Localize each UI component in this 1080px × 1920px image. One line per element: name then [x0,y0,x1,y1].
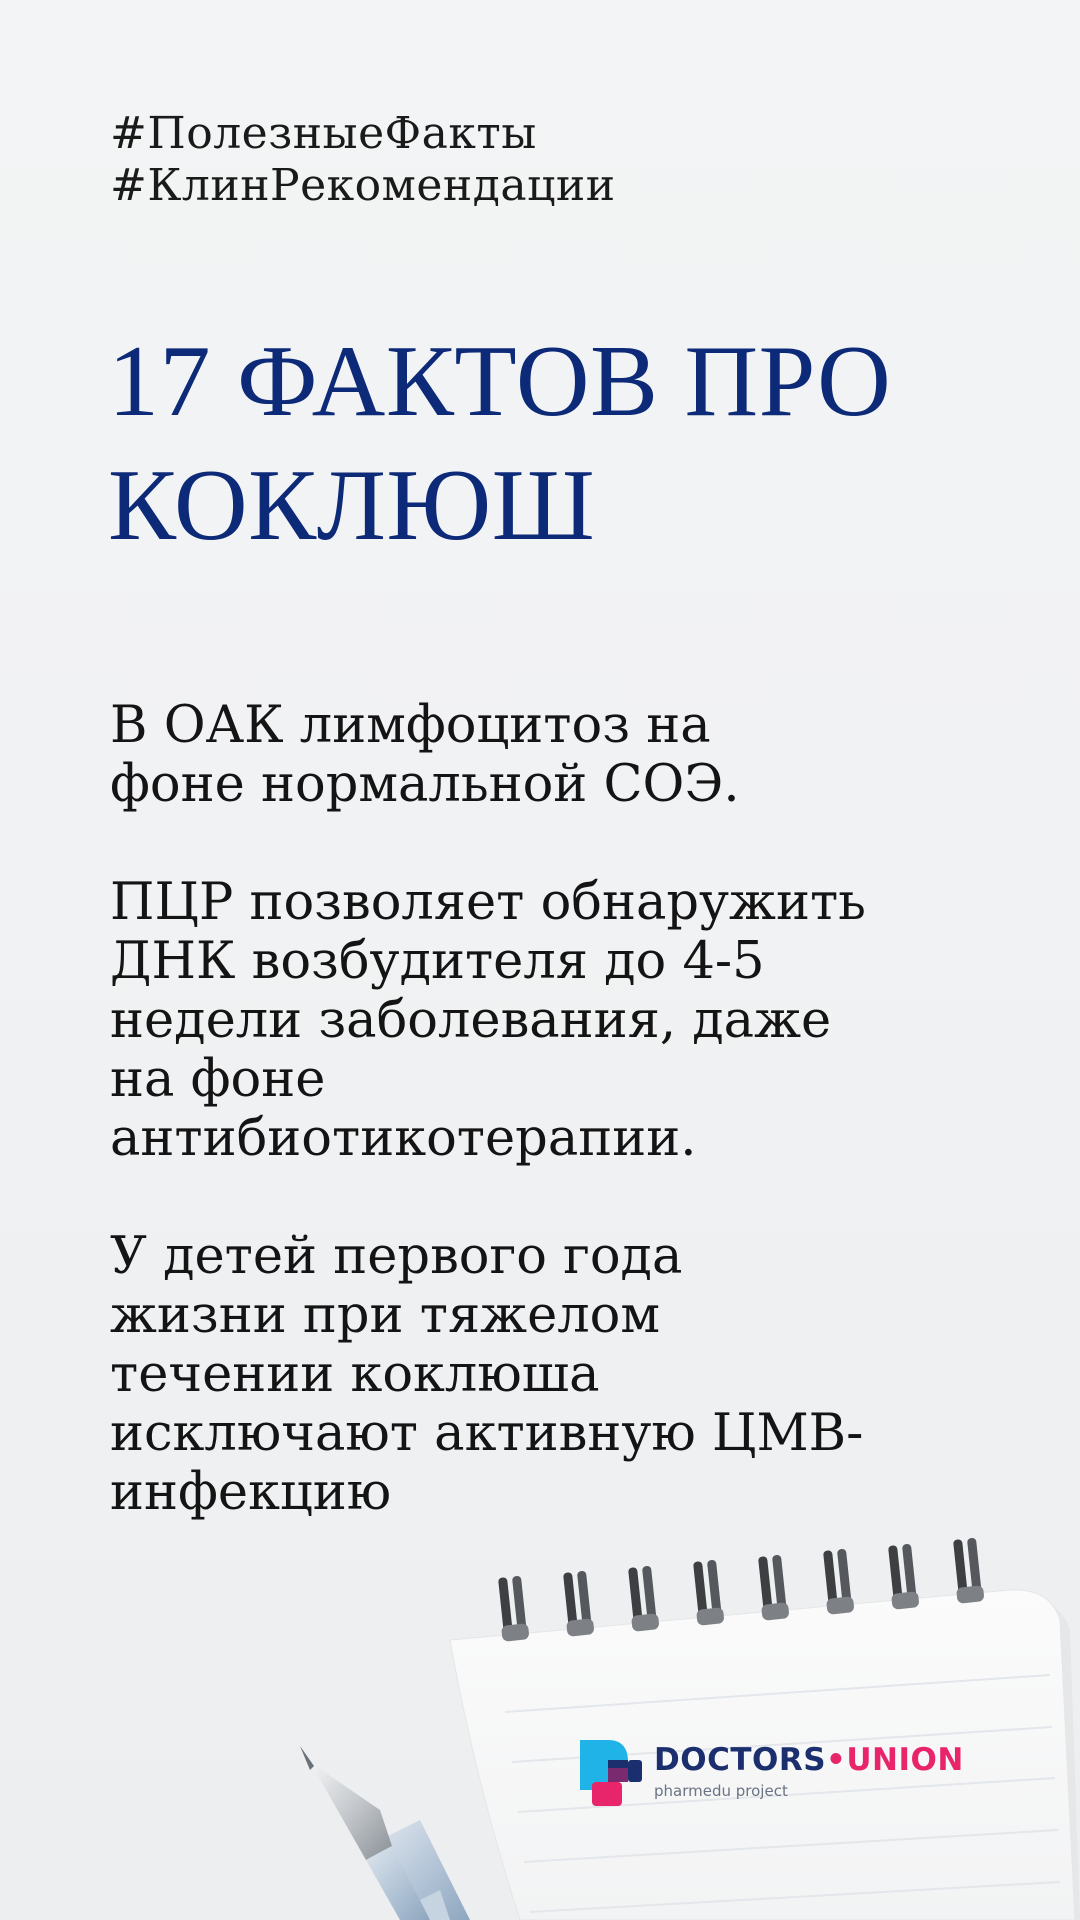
doctors-union-logo-icon [578,1738,644,1808]
fact-item [110,873,930,1168]
fact-line: В ОАК лимфоцитоз на [110,696,711,755]
hashtag-clinical-guidelines: #КлинРекомендации [110,160,616,211]
logo-word-doctors: DOCTORS [654,1742,827,1778]
logo-subtitle: pharmedu project [654,1782,788,1800]
doctors-union-logo [578,1736,964,1812]
title-line: КОКЛЮШ [108,449,596,562]
fact-line: течении коклюша [110,1345,600,1404]
notepad-illustration [280,1480,1080,1920]
fact-item [110,1227,930,1522]
fact-line: жизни при тяжелом [110,1286,661,1345]
logo-word-union: UNION [846,1742,964,1778]
hashtags [110,108,616,212]
fact-line: на фоне [110,1050,326,1109]
fact-line: ДНК возбудителя до 4-5 [110,932,765,991]
logo-wordmark [654,1742,964,1778]
title-line: 17 ФАКТОВ ПРО [108,325,892,438]
fact-item [110,696,930,814]
logo-separator: • [826,1742,847,1778]
fact-line: ПЦР позволяет обнаружить [110,873,866,932]
fact-line: У детей первого года [110,1227,683,1286]
pen-illustration [300,1746,470,1920]
fact-line: недели заболевания, даже [110,991,832,1050]
page-title [108,320,891,568]
hashtag-useful-facts: #ПолезныеФакты [110,108,537,159]
fact-line: исключают активную ЦМВ- [110,1404,864,1463]
facts-list [110,696,930,1581]
fact-line: инфекцию [110,1463,392,1522]
fact-line: фоне нормальной СОЭ. [110,755,740,814]
fact-line: антибиотикотерапии. [110,1109,697,1168]
